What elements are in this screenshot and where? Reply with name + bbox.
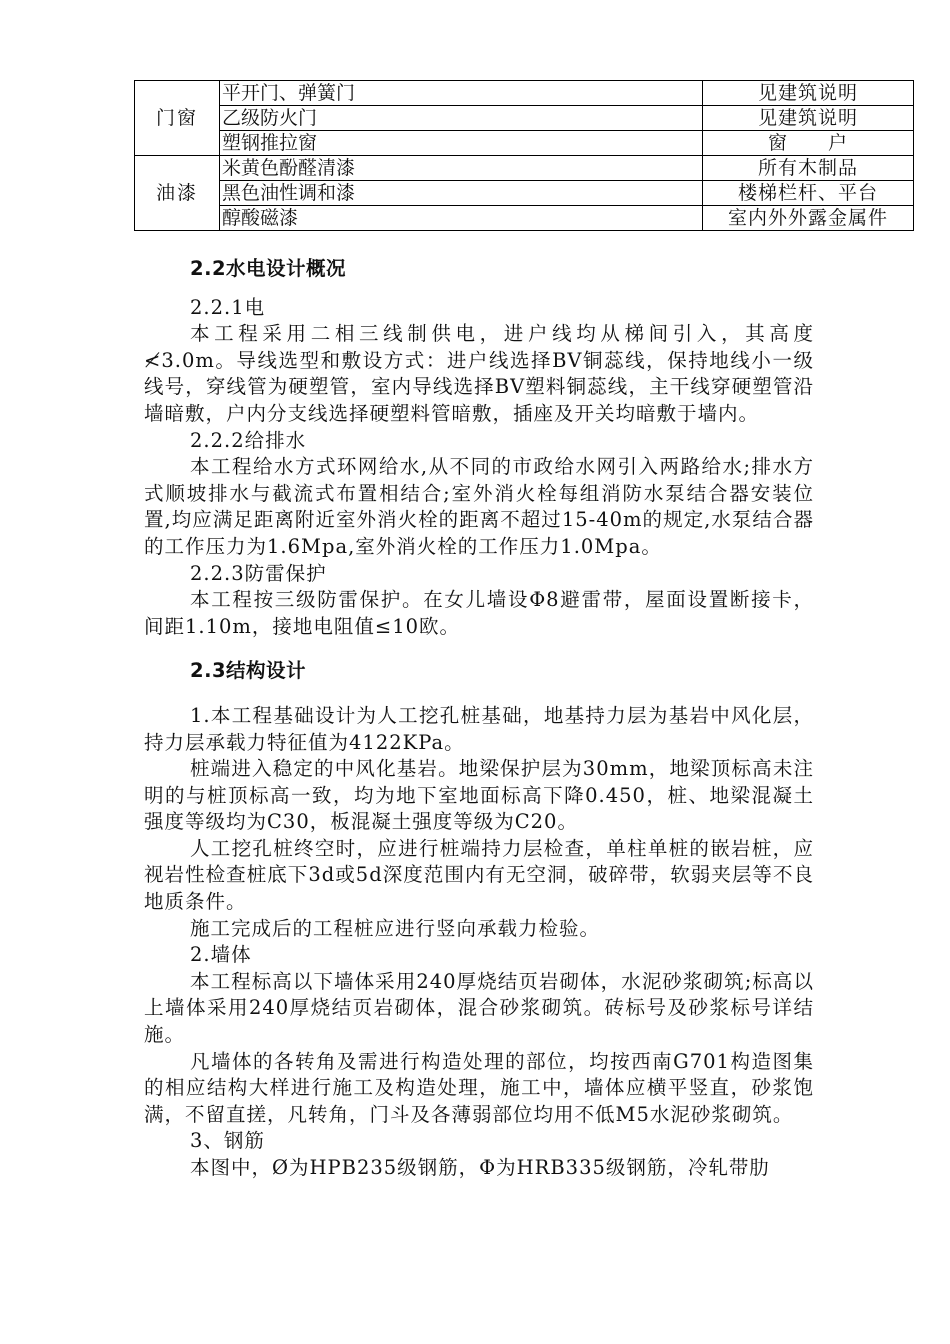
- subsection-title-lightning: 2.2.3防雷保护: [190, 561, 327, 585]
- item-cell: 乙级防火门: [220, 106, 703, 131]
- category-cell: 油漆: [135, 156, 220, 231]
- category-cell: 门窗: [135, 81, 220, 156]
- item-cell: 醇酸磁漆: [220, 206, 703, 231]
- paragraph-pile-check: 人工挖孔桩终空时，应进行桩端持力层检查，单柱单桩的嵌岩桩，应视岩性检查桩底下3d或5d深度范围内有无空洞，破碎带，软弱夹层等不良地质条件。: [144, 836, 814, 914]
- document-body: [144, 256, 814, 1182]
- paragraph-foundation: 1.本工程基础设计为人工挖孔桩基础，地基持力层为基岩中风化层，持力层承载力特征值为4122KPa。: [144, 703, 814, 754]
- paragraph-wall-construction: 凡墙体的各转角及需进行构造处理的部位，均按西南G701构造图集的相应结构大样进行施工及构造处理，施工中，墙体应横平竖直，砂浆饱满，不留直搓，凡转角，门斗及各薄弱部位均用不低M5水泥砂浆砌筑。: [144, 1049, 814, 1126]
- table-row: [135, 131, 914, 156]
- item-cell: 塑钢推拉窗: [220, 131, 703, 156]
- table-row: [135, 206, 914, 231]
- table-row: [135, 81, 914, 106]
- materials-table: [134, 80, 914, 231]
- table-row: [135, 181, 914, 206]
- subsection-title-water: 2.2.2给排水: [190, 428, 307, 452]
- item-cell: 米黄色酚醛清漆: [220, 156, 703, 181]
- section-heading-2-2: 2.2水电设计概况: [190, 257, 347, 280]
- item-cell: 黑色油性调和漆: [220, 181, 703, 206]
- paragraph-pile-end: 桩端进入稳定的中风化基岩。地梁保护层为30mm，地梁顶标高未注明的与桩顶标高一致，均为地下室地面标高下降0.450，桩、地梁混凝土强度等级均为C30，板混凝土强度等级为C20。: [144, 757, 814, 834]
- table-row: [135, 156, 914, 181]
- paragraph-pile-test: 施工完成后的工程桩应进行竖向承载力检验。: [190, 916, 601, 940]
- paragraph-wall-material: 本工程标高以下墙体采用240厚烧结页岩砌体，水泥砂浆砌筑;标高以上墙体采用240厚烧结页岩砌体，混合砂浆砌筑。砖标号及砂浆标号详结施。: [144, 969, 814, 1047]
- subsection-title-rebar: 3、钢筋: [190, 1129, 265, 1153]
- note-cell: 所有木制品: [703, 156, 914, 181]
- note-cell: 见建筑说明: [703, 106, 914, 131]
- paragraph-electric: 本工程采用二相三线制供电，进户线均从梯间引入，其高度≮3.0m。导线选型和敷设方式：进户线选择BV铜蕊线，保持地线小一级线号，穿线管为硬塑管，室内导线选择BV塑料铜蕊线，主干线穿硬塑管沿墙暗敷，户内分支线选择硬塑料管暗敷，插座及开关均暗敷于墙内。: [144, 322, 814, 425]
- table-row: [135, 106, 914, 131]
- paragraph-water: 本工程给水方式环网给水,从不同的市政给水网引入两路给水;排水方式顺坡排水与截流式布置相结合;室外消火栓每组消防水泵结合器安装位置,均应满足距离附近室外消火栓的距离不超过15-40m的规定,水泵结合器的工作压力为1.6Mpa,室外消火栓的工作压力1.0Mpa。: [144, 455, 814, 558]
- note-cell: 楼梯栏杆、平台: [703, 181, 914, 206]
- paragraph-lightning: 本工程按三级防雷保护。在女儿墙设Φ8避雷带，屋面设置断接卡，间距1.10m，接地电阻值≤10欧。: [144, 588, 814, 638]
- item-cell: 平开门、弹簧门: [220, 81, 703, 106]
- subsection-title-wall: 2.墙体: [190, 943, 252, 967]
- note-cell: 见建筑说明: [703, 81, 914, 106]
- note-cell: 窗 户: [703, 131, 914, 156]
- section-heading-2-3: 2.3结构设计: [190, 659, 307, 683]
- note-cell: 室内外外露金属件: [703, 206, 914, 231]
- subsection-title-electric: 2.2.1电: [190, 295, 266, 319]
- paragraph-rebar: 本图中，Ø为HPB235级钢筋，Φ为HRB335级钢筋，冷轧带肋: [190, 1156, 770, 1179]
